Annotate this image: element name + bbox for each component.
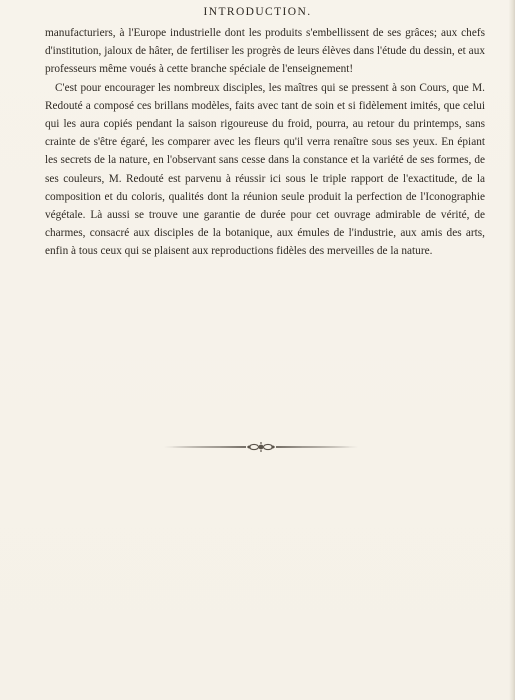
paragraph-continued: manufacturiers, à l'Europe industrielle dont les produits s'embellissent de ses grâces; aux chefs d'institution, jaloux de hâter, de fertiliser les progrès de leurs élèves dans l'étude du dessin, et aux professeurs même voués à cette branche spéciale de l'enseignement! <box>45 27 485 76</box>
tailpiece-ornament-icon <box>162 439 360 455</box>
page-edge-shadow <box>509 0 515 700</box>
body-text <box>45 24 485 261</box>
running-title: INTRODUCTION. <box>203 6 312 18</box>
paragraph-main: C'est pour encourager les nombreux disciples, les maîtres qui se pressent à son Cours, que M. Redouté a composé ces brillans modèles, faits avec tant de soin et si fidèlement imités, que celui qui les aura copiés pendant la saison rigoureuse du froid, pourra, au retour du printemps, sans crainte de s'être égaré, les comparer avec les fleurs qu'il verra renaître sous ses yeux. En épiant les secrets de la nature, en l'observant sans cesse dans la constance et la variété de ses formes, de ses couleurs, M. Redouté est parvenu à réussir ici sous le triple rapport de l'exactitude, de la composition et du coloris, qualités dont la réunion seule produit la perfection de l'Iconographie végétale. Là aussi se trouve une garantie de durée pour cet ouvrage admirable de vérité, de charmes, consacré aux disciples de la botanique, aux émules de l'industrie, aux amis des arts, enfin à tous ceux qui se plaisent aux reproductions fidèles des merveilles de la nature. <box>45 81 485 258</box>
